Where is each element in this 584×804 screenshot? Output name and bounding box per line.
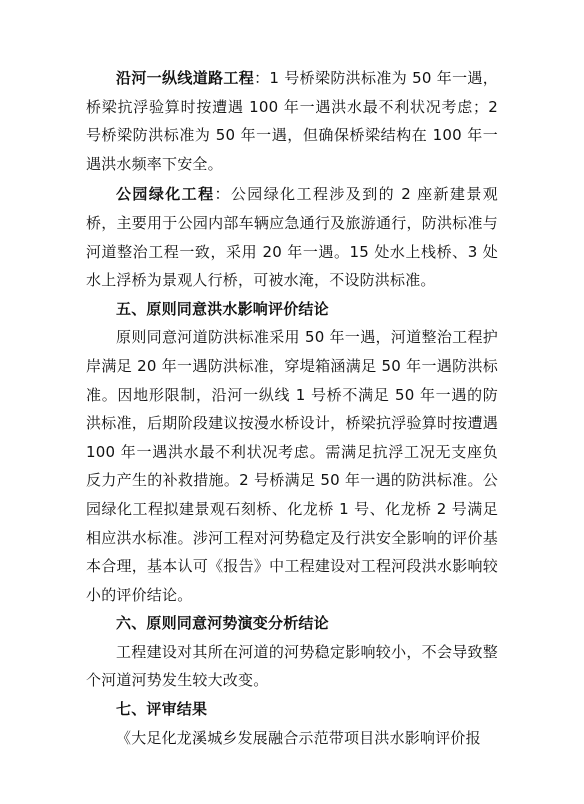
paragraph-review-result: 《大足化龙溪城乡发展融合示范带项目洪水影响评价报 [116,728,481,747]
paragraph-flood-impact: 原则同意河道防洪标准采用 50 年一遇，河道整治工程护岸满足 20 年一遇防洪标准，穿堤箱涵满足 50 年一遇防洪标准。因地形限制，沿河一纵线 1 号桥不满足 50 年一遇的防洪标准，后期阶段建议按漫水桥设计，桥梁抗浮验算时按遭遇 100 年一遇洪水最不利状况考虑。需满足抗浮工况无支座负反力产生的补救措施。2 号桥满足 50 年一遇的防洪标准。公园绿化工程拟建景观石刻桥、化龙桥 1 号、化龙桥 2 号满足相应洪水标准。涉河工程对河势稳定及行洪安全影响的评价基本合理，基本认可《报告》中工程建设对工程河段洪水影响较小的评价结论。 [86,328,498,604]
paragraph-river-regime: 工程建设对其所在河道的河势稳定影响较小，不会导致整个河道河势发生较大改变。 [86,642,498,690]
section-heading-river-regime: 六、原则同意河势演变分析结论 [116,614,329,633]
paragraph-text: ：公园绿化工程涉及到的 2 座新建景观桥，主要用于公园内部车辆应急通行及旅游通行，防洪标准与河道整治工程一致，采用 20 年一遇。15 处水上栈桥、3 处水上浮桥为景观人行桥，可被水淹，不设防洪标准。 [86,185,498,290]
paragraph-park-project [86,180,498,294]
section-heading-flood-impact: 五、原则同意洪水影响评价结论 [116,299,329,318]
section-heading-review-result: 七、评审结果 [116,700,208,719]
paragraph-lead: 沿河一纵线道路工程 [116,69,255,87]
paragraph-road-project [86,64,498,178]
paragraph-lead: 公园绿化工程 [116,185,215,204]
paragraph-text: ：1 号桥梁防洪标准为 50 年一遇，桥梁抗浮验算时按遭遇 100 年一遇洪水最不利状况考虑；2 号桥梁防洪标准为 50 年一遇，但确保桥梁结构在 100 年一遇洪水频率下安全。 [86,69,498,173]
